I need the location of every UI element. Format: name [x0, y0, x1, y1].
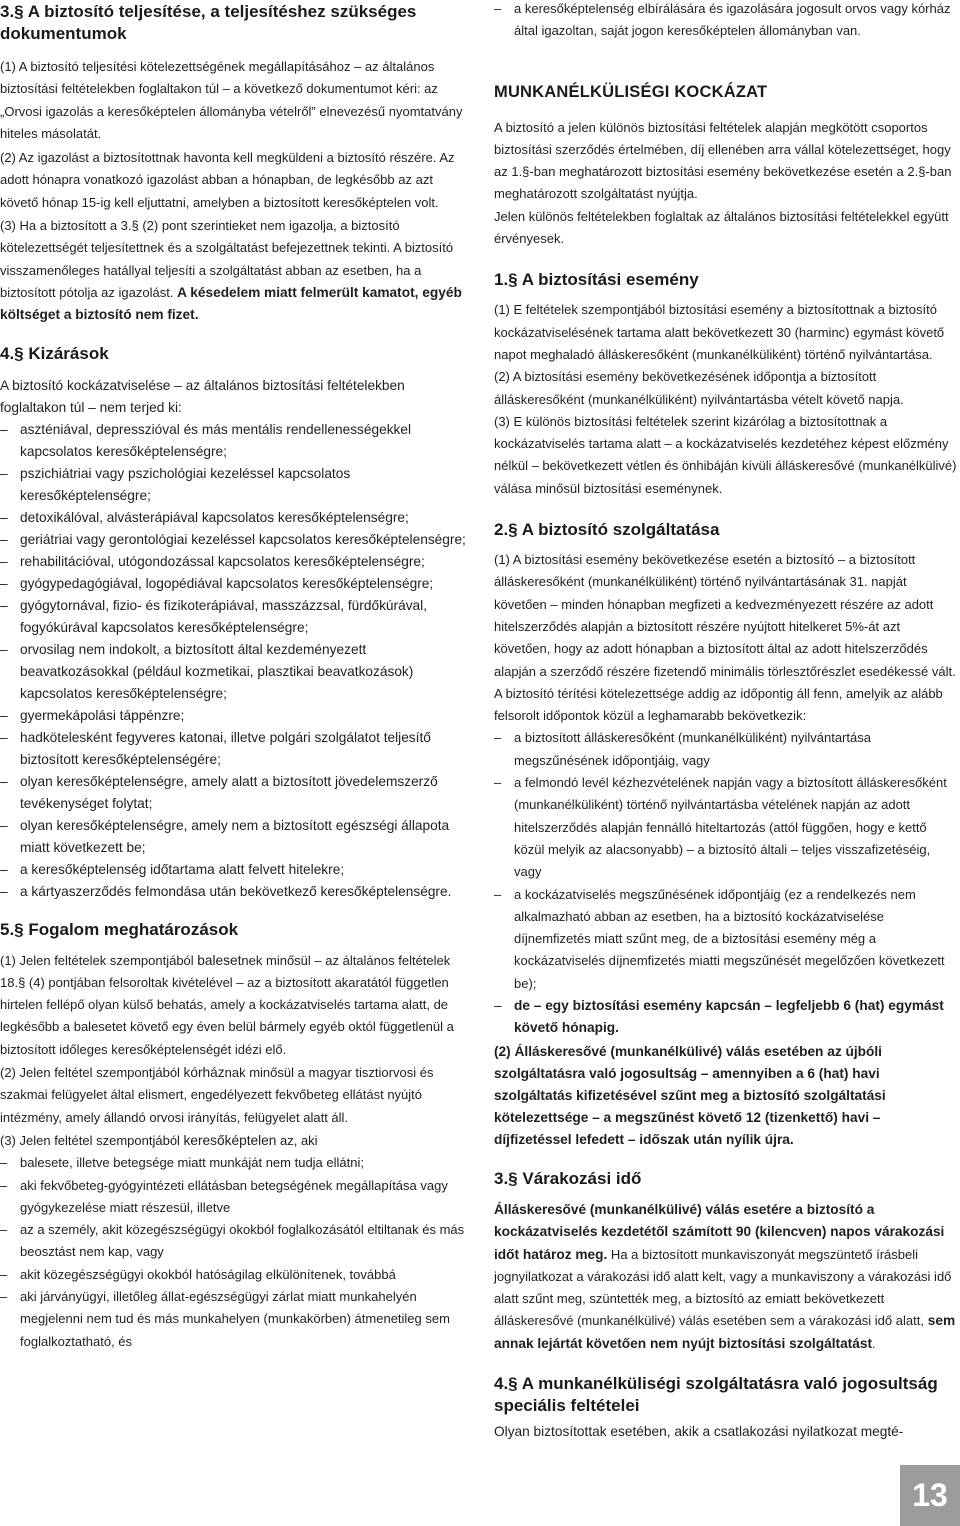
list-item: – olyan keresőképtelenségre, amely nem a biztosított egészségi állapota miatt következett be;	[0, 815, 470, 859]
paragraph-text: .	[872, 1335, 876, 1351]
paragraph-text: (2) Jelen feltétel szempontjából	[0, 1065, 184, 1081]
continued-list	[494, 0, 960, 43]
section-title: 5.§ Fogalom meghatározások	[0, 919, 239, 939]
list-item: – a felmondó levél kézhezvételének napján vagy a biztosított álláskeresőként (munkanélküliként) történő nyilvántartásba vételének napján az adott hitelszerződés alapján fennálló hiteltartozás (attól függően, hogy e kettő közül melyik az alacsonyabb) – a biztosító általi – teljes visszafizetéséig, vagy	[494, 772, 960, 883]
list-item: – gyógytornával, fizio- és fizikoterápiával, masszázzsal, fürdőkúrával, fogyókúrával kapcsolatos keresőképtelenségre;	[0, 595, 470, 639]
paragraph: (3) E különös biztosítási feltételek szerint kizárólag a biztosítottnak a kockázatviselés tartama alatt – a kockázatviselés kezdetéhez képest előzmény nélkül – bekövetkezett vétlen és önhibáján kívüli álláskeresővé (munkanélkülivé) válása minősül biztosítási eseménynek.	[494, 413, 957, 496]
paragraph-text: nek minősül – az általános feltételek 18.§ (4) pontjában felsoroltak kivételével – az a biztosított akaratától független hirtelen fellépő olyan külső behatás, amely a kockázatviselés tartama alatt, de legkésőbb a balesetet követő egy éven belül bármely egyéb októl függetlenül a biztosított időleges keresőképtelenségét idézi elő.	[0, 952, 454, 1057]
paragraph	[494, 1199, 960, 1355]
section-title: 4.§ A munkanélküliségi szolgáltatásra való jogosultság speciális feltételei	[494, 1374, 938, 1416]
list-item: – pszichiátriai vagy pszichológiai kezeléssel kapcsolatos keresőképtelenségre;	[0, 463, 470, 507]
list-item: – hadkötelesként fegyveres katonai, illetve polgári szolgálatot teljesítő biztosított keresőképtelenségére;	[0, 727, 470, 771]
section-title: 2.§ A biztosító szolgáltatása	[494, 520, 720, 540]
list-item	[494, 995, 960, 1039]
list-item: – geriátriai vagy gerontológiai kezeléssel kapcsolatos keresőképtelenségre;	[0, 529, 470, 551]
list-item: – akit közegészségügyi okokból hatóságilag elkülönítenek, továbbá	[0, 1264, 470, 1286]
paragraph: (1) A biztosító teljesítési kötelezettségének megállapításához – az általános biztosítási feltételekben foglaltakon túl – a következő dokumentumot kéri: az „Orvosi igazolás a keresőképtelen állományba vételről” elnevezésű nyomtatvány hiteles másolatát.	[0, 59, 463, 141]
paragraph: A biztosító a jelen különös biztosítási feltételek alapján megkötött csoportos biztosítási szerződés értelmében, díj ellenében arra vállal kötelezettséget, hogy az 1.§-ban meghatározott biztosítási esemény bekövetkezése esetén a 2.§-ban meghatározott szolgáltatást nyújtja.	[494, 119, 952, 202]
list-item: – aki járványügyi, illetőleg állat-egészségügyi zárlat miatt munkahelyén megjelenni nem tud és más munkahelyen (munkakörben) átmenetileg sem foglalkoztatható, és	[0, 1286, 470, 1353]
exclusion-list	[0, 419, 470, 903]
paragraph	[0, 1130, 470, 1152]
section-title: 1.§ A biztosítási esemény	[494, 270, 699, 290]
defined-term: keresőképtelen	[183, 1132, 277, 1148]
paragraph	[0, 950, 470, 1061]
definition-list	[0, 1152, 470, 1353]
list-item: – balesete, illetve betegsége miatt munkáját nem tudja ellátni;	[0, 1152, 470, 1174]
paragraph-bold-text: A késedelem miatt felmerült kamatot, egyéb költséget a biztosító nem fizet.	[0, 284, 462, 323]
defined-term: baleset	[197, 952, 242, 968]
paragraph-text: (1) Jelen feltételek szempontjából	[0, 952, 198, 968]
paragraph-bold-text: (2) Álláskeresővé (munkanélkülivé) válás esetében az újbóli szolgáltatásra való jogosultság – amennyiben a 6 (hat) havi szolgáltatás kifizetésével szűnt meg a biztosító szolgáltatási kötelezettsége – a megszűnést követő 12 (tizenkettő) havi – díjfizetéssel lefedett – időszak után nyílik újra.	[494, 1043, 886, 1147]
paragraph: (1) A biztosítási esemény bekövetkezése esetén a biztosító – a biztosított álláskeresőként (munkanélküliként) történő nyilvántartásának 31. napját követően – minden hónapban megfizeti a kedvezményezett részére az adott hitelszerződés alapján a biztosított részére nyújtott hitelkeret 5%-át azt követően, hogy az adott hónapban a biztosított által az adott hitelszerződés alapján a szerződő részére fizetendő minimális törlesztőrészlet esedékessé vált. A biztosító térítési kötelezettsége addig az időpontig áll fenn, amelyik az alább felsorolt időpontok közül a leghamarabb bekövetkezik:	[494, 552, 956, 724]
paragraph-bold-text: Álláskeresővé (munkanélkülivé) válás esetére a biztosító a kockázatviselés kezdetétől számított 90 (kilencven) napos várakozási időt határoz meg.	[494, 1201, 945, 1262]
paragraph: (2) A biztosítási esemény bekövetkezésének időpontja a biztosított álláskeresőként (munkanélküliként) nyilvántartásba vételt követő napja.	[494, 369, 904, 407]
section-title: 3.§ A biztosító teljesítése, a teljesítéshez szükséges dokumentumok	[0, 2, 417, 43]
service-list	[494, 727, 960, 1039]
section-title: 3.§ Várakozási idő	[494, 1168, 642, 1188]
paragraph: (2) Az igazolást a biztosítottnak havonta kell megküldeni a biztosító részére. Az adott hónapra vonatkozó igazolást abban a hónapban, de legkésőbb az azt követő hónap 15-ig kell eljuttatni, amelyben a biztosított keresőképtelen volt.	[0, 150, 455, 210]
list-item: – gyógypedagógiával, logopédiával kapcsolatos keresőképtelenségre;	[0, 573, 470, 595]
list-item: – aszténiával, depresszióval és más mentális rendellenességekkel kapcsolatos keresőképtelenségre;	[0, 419, 470, 463]
section-title: MUNKANÉLKÜLISÉGI KOCKÁZAT	[494, 82, 768, 101]
paragraph-text: (3) Ha a biztosított a 3.§ (2) pont szerintieket nem igazolja, a biztosító kötelezettségét teljesítettnek és a szolgáltatást befejezettnek tekinti. A biztosító visszamenőleges hatállyal teljesíti a szolgáltatást abban az esetben, ha a biztosított pótolja az igazolást.	[0, 218, 454, 300]
list-item: – a biztosított álláskeresőként (munkanélküliként) nyilvántartása megszűnésének időpontjáig, vagy	[494, 727, 960, 772]
right-column	[494, 0, 960, 1443]
paragraph-text: nak minősül a magyar tisztiorvosi és szakmai felügyelet által elismert, engedélyezett fekvőbeteg ellátást nyújtó intézmény, amely állandó orvosi irányítás, felügyelet alatt áll.	[0, 1065, 434, 1125]
paragraph-text: az, aki	[276, 1132, 318, 1148]
list-item: – az a személy, akit közegészségügyi okokból foglalkozásától eltiltanak és más beosztást nem kap, vagy	[0, 1219, 470, 1264]
defined-term: kórház	[183, 1065, 225, 1081]
list-item: – olyan keresőképtelenségre, amely alatt a biztosított jövedelemszerző tevékenységet folytat;	[0, 771, 470, 815]
list-item: – rehabilitációval, utógondozással kapcsolatos keresőképtelenségre;	[0, 551, 470, 573]
list-item-bold-text: de – egy biztosítási esemény kapcsán – legfeljebb 6 (hat) egymást követő hónapig.	[514, 997, 944, 1035]
paragraph: Jelen különös feltételekben foglaltak az általános biztosítási feltételekkel együtt érvényesek.	[494, 208, 949, 247]
paragraph: (1) E feltételek szempontjából biztosítási esemény a biztosítottnak a biztosító kockázatviselésének tartama alatt bekövetkezett 30 (harminc) egymást követő napot meghaladó álláskeresőként (munkanélküliként) történő nyilvántartása.	[494, 302, 945, 362]
list-item: – a kockázatviselés megszűnésének időpontjáig (ez a rendelkezés nem alkalmazható abban az esetben, ha a biztosító kockázatviselése díjnemfizetés miatt szűnt meg, de a biztosítási esemény még a kockázatviselés díjnemfizetés miatti megszűnését megelőzően következett be);	[494, 884, 960, 995]
list-item: – gyermekápolási táppénzre;	[0, 705, 470, 727]
list-item: – aki fekvőbeteg-gyógyintézeti ellátásban betegségének megállapítása vagy gyógykezelése miatt részesül, illetve	[0, 1175, 470, 1220]
paragraph	[494, 1041, 960, 1151]
paragraph	[0, 1062, 470, 1129]
paragraph	[0, 215, 470, 326]
paragraph-text: (3) Jelen feltétel szempontjából	[0, 1132, 184, 1148]
list-item: – a keresőképtelenség időtartama alatt felvett hitelekre;	[0, 859, 470, 881]
section-title: 4.§ Kizárások	[0, 343, 109, 363]
list-item: – orvosilag nem indokolt, a biztosított által kezdeményezett beavatkozásokkal (például kozmetikai, plasztikai beavatkozások) kapcsolatos keresőképtelenségre;	[0, 639, 470, 705]
list-item: – a kártyaszerződés felmondása után bekövetkező keresőképtelenségre.	[0, 881, 470, 903]
list-item: – a keresőképtelenség elbírálására és igazolására jogosult orvos vagy kórház által igazoltan, saját jogon keresőképtelen állományban van.	[494, 0, 960, 43]
page-number-badge: 13	[900, 1465, 960, 1526]
left-column	[0, 0, 470, 1353]
list-item: – detoxikálóval, alvásterápiával kapcsolatos keresőképtelenségre;	[0, 507, 470, 529]
paragraph: Olyan biztosítottak esetében, akik a csatlakozási nyilatkozat megté-	[494, 1424, 904, 1440]
paragraph-text: Ha a biztosított munkaviszonyát megszüntető írásbeli jognyilatkozat a várakozási idő alatt kelt, vagy a munkaviszony a várakozási idő alatt szűnt meg, szüntették meg, a biztosító az emiatt bekövetkezett álláskeresővé (munkanélkülivé) válás esetében sem a várakozási idő alatt,	[494, 1246, 952, 1329]
paragraph: A biztosító kockázatviselése – az általános biztosítási feltételekben foglaltakon túl – nem terjed ki:	[0, 377, 405, 415]
paragraph-bold-text: sem annak lejártát követően nem nyújt biztosítási szolgáltatást	[494, 1313, 956, 1351]
